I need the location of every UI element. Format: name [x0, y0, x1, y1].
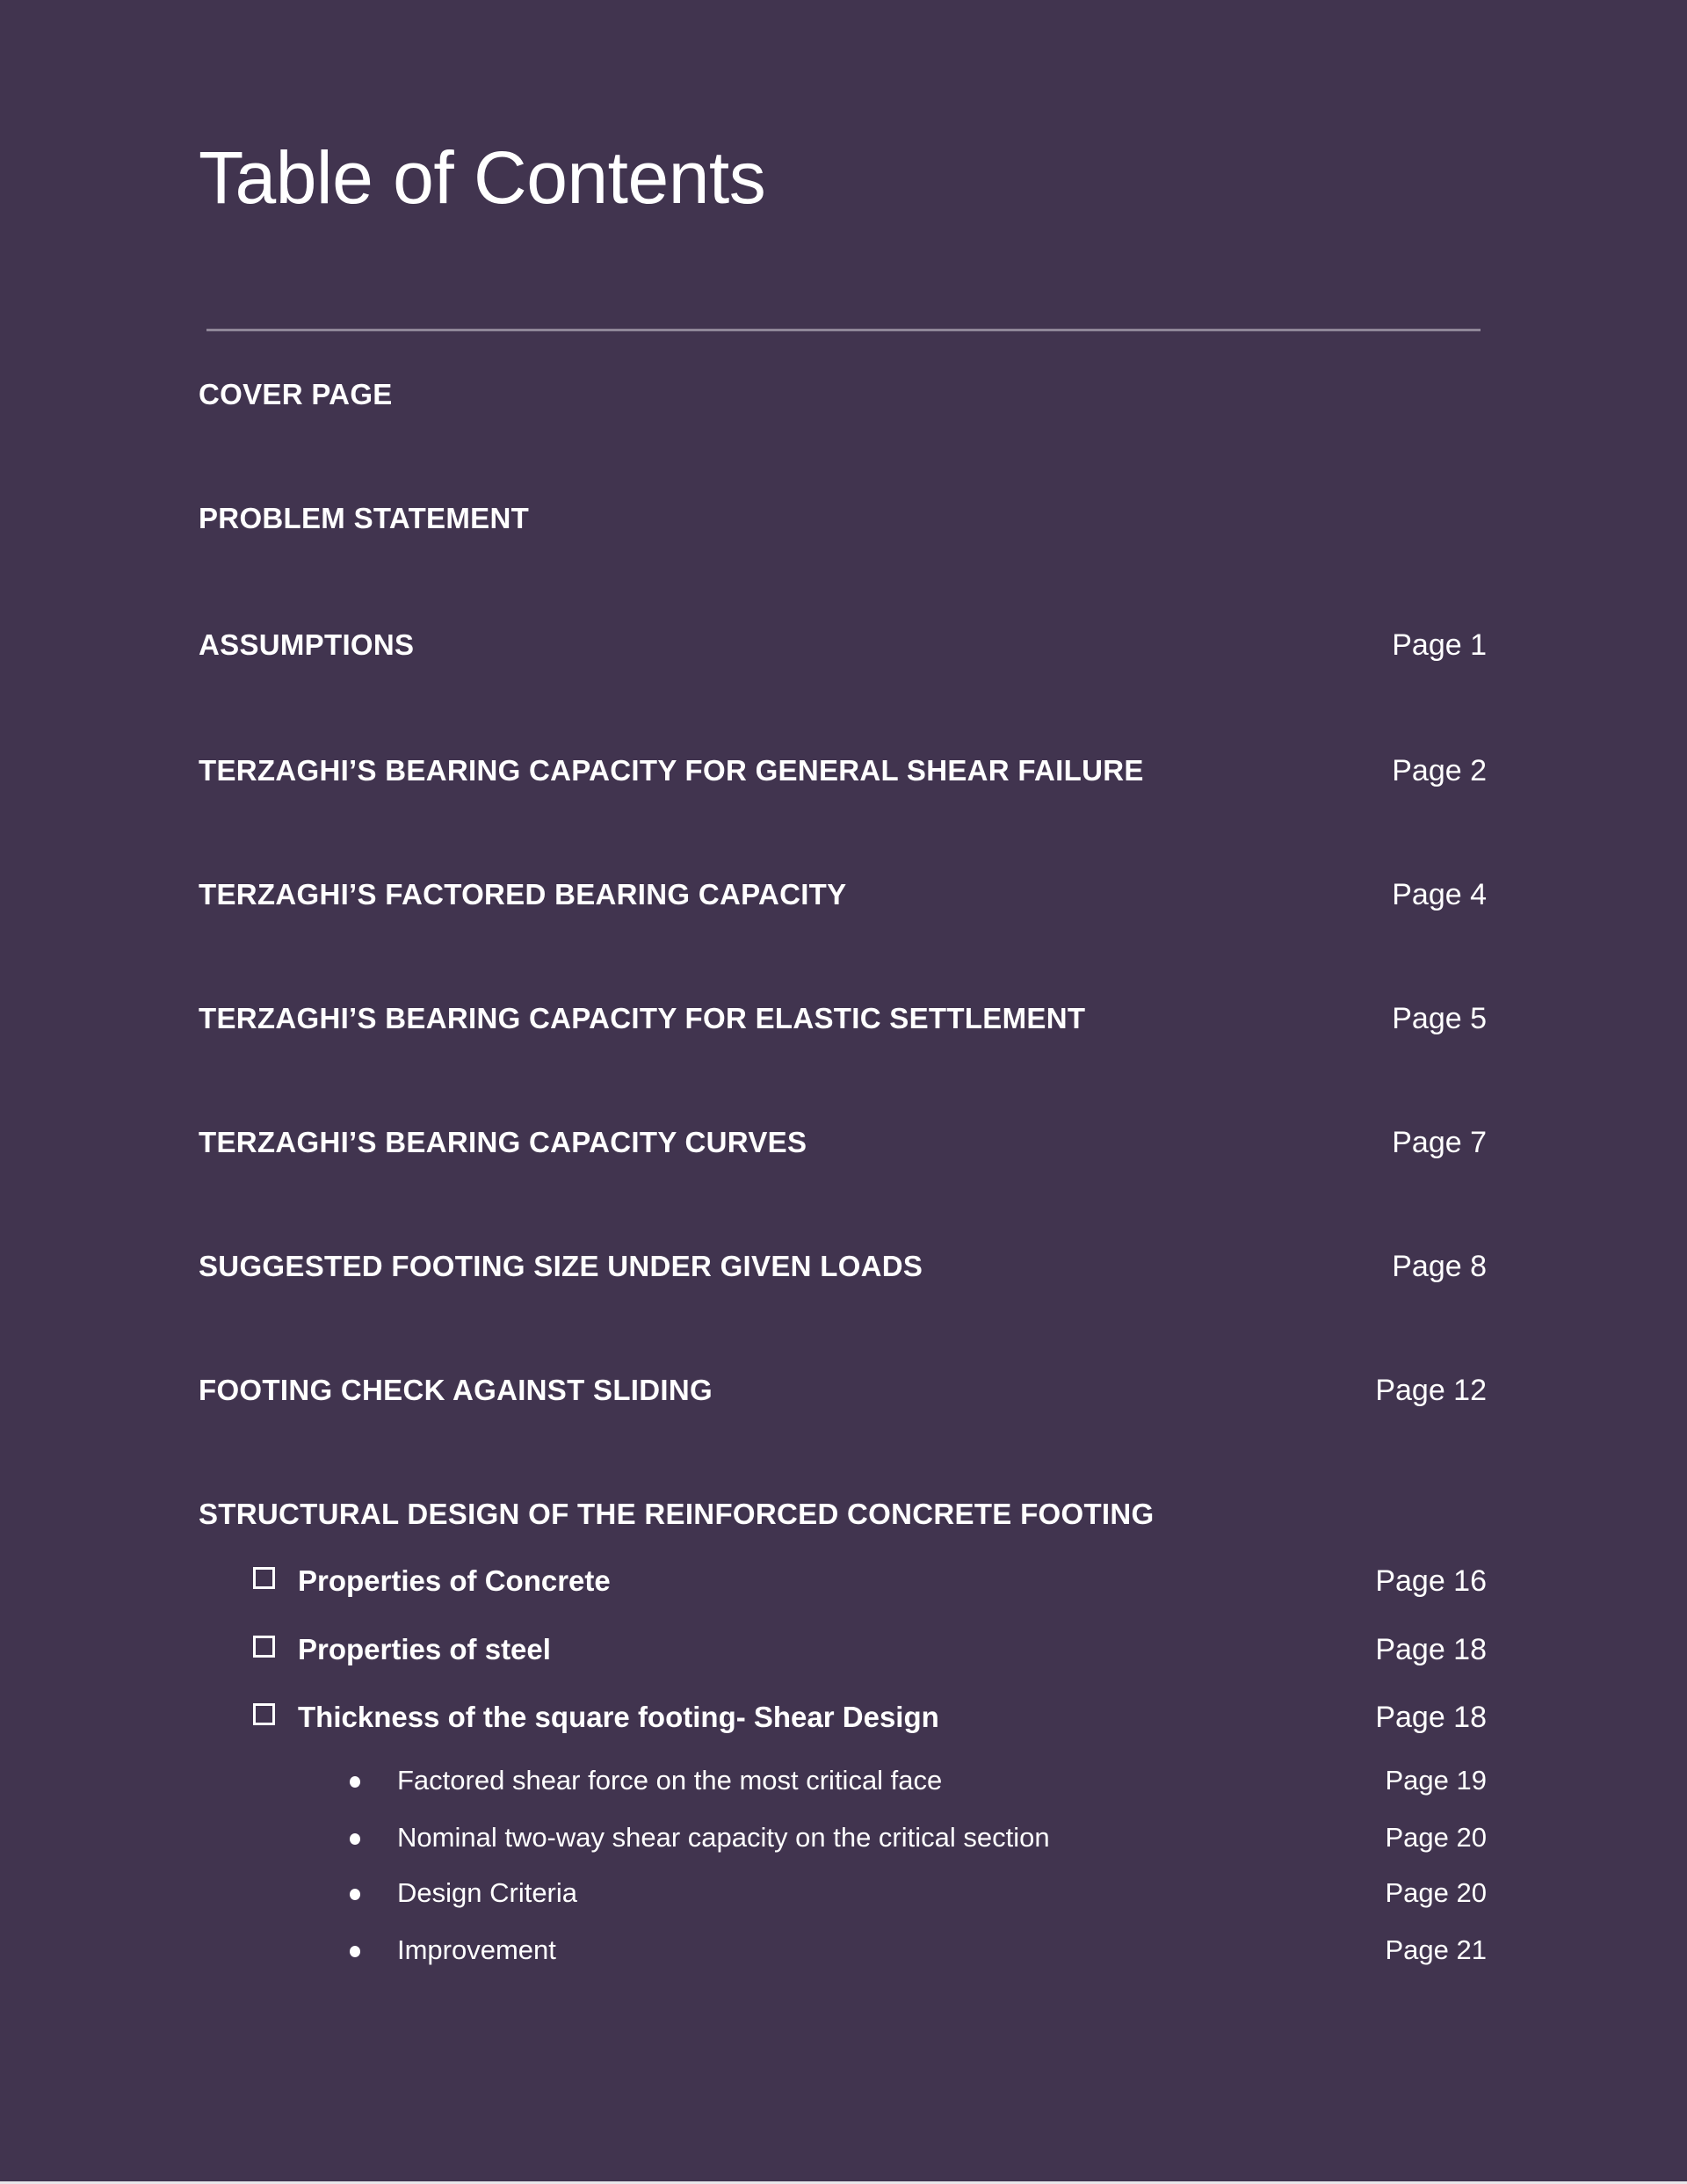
toc-entry[interactable] — [0, 1368, 1687, 1412]
toc-entry-label: Thickness of the square footing- Shear Design — [298, 1701, 939, 1733]
toc-entry-page: Page 19 — [1385, 1765, 1487, 1796]
toc-entry[interactable] — [0, 1759, 1687, 1803]
toc-entry-page: Page 2 — [1392, 754, 1487, 787]
checkbox-icon — [253, 1636, 275, 1658]
toc-entry-label: FOOTING CHECK AGAINST SLIDING — [199, 1374, 713, 1406]
toc-entry[interactable] — [0, 1628, 1687, 1672]
title-divider — [206, 329, 1481, 331]
toc-entry-page: Page 8 — [1392, 1250, 1487, 1283]
toc-entry-label: TERZAGHI’S BEARING CAPACITY FOR ELASTIC SETTLEMENT — [199, 1002, 1086, 1034]
page-title: Table of Contents — [199, 136, 766, 219]
toc-entry[interactable] — [0, 1695, 1687, 1739]
checkbox-icon — [253, 1703, 275, 1725]
toc-entry[interactable] — [0, 1559, 1687, 1603]
toc-entry[interactable] — [0, 997, 1687, 1041]
toc-entry-page: Page 18 — [1375, 1701, 1487, 1734]
toc-entry-page: Page 21 — [1385, 1934, 1487, 1965]
toc-entry-page: Page 4 — [1392, 878, 1487, 911]
toc-entry-label: TERZAGHI’S BEARING CAPACITY FOR GENERAL SHEAR FAILURE — [199, 754, 1144, 787]
toc-entry-label: ASSUMPTIONS — [199, 628, 415, 661]
toc-entry[interactable] — [0, 623, 1687, 667]
bullet-icon — [350, 1776, 360, 1788]
checkbox-icon — [253, 1567, 275, 1589]
toc-entry-label: SUGGESTED FOOTING SIZE UNDER GIVEN LOADS — [199, 1250, 923, 1282]
toc-entry-label: Improvement — [397, 1934, 556, 1965]
bullet-icon — [350, 1946, 360, 1957]
toc-entry[interactable] — [0, 497, 1687, 541]
toc-entry-page: Page 16 — [1375, 1564, 1487, 1598]
toc-entry-page: Page 20 — [1385, 1822, 1487, 1853]
toc-entry[interactable] — [0, 1871, 1687, 1915]
toc-entry-page: Page 7 — [1392, 1126, 1487, 1159]
toc-entry-page: Page 5 — [1392, 1002, 1487, 1035]
toc-entry[interactable] — [0, 749, 1687, 793]
toc-entry[interactable] — [0, 1816, 1687, 1860]
toc-entry-label: TERZAGHI’S BEARING CAPACITY CURVES — [199, 1126, 807, 1158]
toc-entry-label: Design Criteria — [397, 1877, 578, 1908]
toc-entry[interactable] — [0, 1492, 1687, 1536]
toc-entry-label: Properties of Concrete — [298, 1564, 611, 1597]
toc-entry-label: STRUCTURAL DESIGN OF THE REINFORCED CONCRETE FOOTING — [199, 1498, 1155, 1530]
toc-entry[interactable] — [0, 1928, 1687, 1972]
toc-entry-label: COVER PAGE — [199, 378, 393, 410]
toc-entry[interactable] — [0, 1121, 1687, 1165]
toc-entry-label: Properties of steel — [298, 1633, 551, 1665]
toc-entry-page: Page 18 — [1375, 1633, 1487, 1666]
toc-entry-label: Factored shear force on the most critical face — [397, 1765, 943, 1796]
toc-entry-page: Page 12 — [1375, 1374, 1487, 1407]
toc-entry[interactable] — [0, 873, 1687, 917]
bullet-icon — [350, 1833, 360, 1845]
toc-entry-label: TERZAGHI’S FACTORED BEARING CAPACITY — [199, 878, 847, 911]
toc-entry-label: PROBLEM STATEMENT — [199, 502, 530, 534]
toc-entry-page: Page 20 — [1385, 1877, 1487, 1908]
toc-entry[interactable] — [0, 373, 1687, 417]
toc-entry[interactable] — [0, 1244, 1687, 1288]
toc-entry-label: Nominal two-way shear capacity on the critical section — [397, 1822, 1050, 1853]
toc-entry-page: Page 1 — [1392, 628, 1487, 662]
bullet-icon — [350, 1889, 360, 1900]
